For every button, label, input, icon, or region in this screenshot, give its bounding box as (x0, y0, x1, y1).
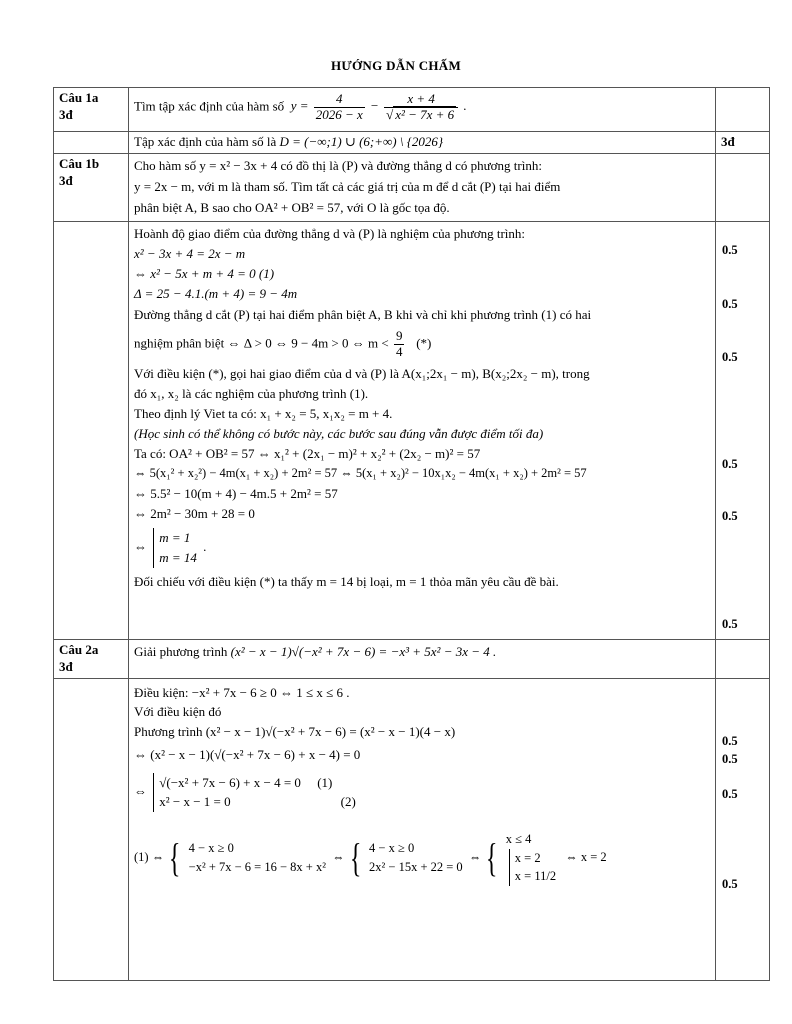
solution-line: Với điều kiện đó (134, 704, 222, 720)
solution-line: đó x₁, x₂ là các nghiệm của phương trình (1). (134, 385, 369, 401)
question-points: 3đ (59, 658, 73, 674)
system-a: 4 − x ≥ 0 −x² + 7x − 6 = 16 − 8x + x² (188, 841, 326, 874)
fraction: $\frac{9}{4}$ (395, 327, 403, 359)
table-row (54, 88, 770, 132)
question-label-cell (54, 640, 129, 679)
question-label: Câu 2a (59, 642, 99, 657)
score: 0.5 (722, 509, 738, 523)
case-bracket: √(−x² + 7x − 6) + x − 4 = 0 (1) x² − x − 1 = 0 (2) (153, 773, 356, 812)
answer-text: Tập xác định của hàm số là (134, 134, 277, 149)
solution-line: ⇔ (x² − x − 1)(√(−x² + 7x − 6) + x − 4) = 0 (134, 747, 361, 763)
solution-line: ⇔ 2m² − 30m + 28 = 0 (134, 505, 255, 521)
solution-line: ⇔ 5(x₁² + x₂²) − 4m(x₁ + x₂) + 2m² = 57 ⇔ 5(x₁ + x₂)² − 10x₁x₂ − 4m(x₁ + x₂) + 2m² = 57 (134, 466, 587, 481)
solution-line: x² − 3x + 4 = 2x − m (134, 246, 246, 262)
answer-cell (129, 132, 716, 154)
score: 0.5 (722, 350, 738, 364)
question-text-cell (129, 88, 716, 132)
solution-line: nghiệm phân biệt ⇔ Δ > 0 ⇔ 9 − 4m > 0 ⇔ m < $\frac{9}{4}$ (*) (134, 327, 432, 359)
solution-line: Theo định lý Viet ta có: x₁ + x₂ = 5, x₁x₂ = m + 4. (134, 405, 393, 421)
solution-line: Ta có: OA² + OB² = 57 ⇔ x₁² + (2x₁ − m)² + x₂² + (2x₂ − m)² = 57 (134, 446, 481, 462)
grading-table (53, 87, 770, 981)
question-line: phân biệt A, B sao cho OA² + OB² = 57, với O là gốc tọa độ. (134, 199, 450, 215)
question-text: Giải phương trình (134, 644, 228, 659)
solution-cell (129, 678, 716, 980)
question-label: Câu 1b (59, 156, 100, 171)
score: 0.5 (722, 733, 738, 748)
points-cell (716, 678, 770, 980)
table-row (54, 222, 770, 640)
system-b: 4 − x ≥ 0 2x² − 15x + 22 = 0 (369, 841, 463, 874)
solution-line: ⇔ 5.5² − 10(m + 4) − 4m.5 + 2m² = 57 (134, 485, 338, 501)
solution-line: Hoành độ giao điểm của đường thẳng d và (P) là nghiệm của phương trình: (134, 226, 526, 241)
question-text-cell (129, 640, 716, 679)
case-line: ⇔ √(−x² + 7x − 6) + x − 4 = 0 (1) x² − x − 1 = 0 (2) (134, 773, 710, 812)
score: 0.5 (722, 751, 738, 766)
question-text-cell (129, 154, 716, 222)
points-cell (716, 88, 770, 132)
solution-line: Điều kiện: −x² + 7x − 6 ≥ 0 ⇔ 1 ≤ x ≤ 6 . (134, 684, 350, 700)
page-title: HƯỚNG DẪN CHẤM (330, 58, 462, 73)
note-line: (Học sinh có thể không có bước này, các bước sau đúng vẫn được điểm tối đa) (134, 426, 544, 441)
case-line: ⇔ m = 1 m = 14 . (134, 528, 710, 568)
score: 0.5 (722, 457, 738, 471)
system-line: (1) ⇔ { 4 − x ≥ 0 −x² + 7x − 6 = 16 − 8x + x² ⇔ { 4 − x ≥ 0 2x² − 15x + 22 = 0 ⇔ { x ≤ 4 x = 2 x = 11/2 ⇔ x = 2 (134, 830, 710, 886)
table-row (54, 678, 770, 980)
question-label: Câu 1a (59, 90, 99, 105)
score: 3đ (721, 134, 735, 149)
case-bracket: m = 1 m = 14 (153, 528, 197, 568)
points-cell (716, 222, 770, 640)
points-cell (716, 132, 770, 154)
answer-formula: D = (−∞;1) ∪ (6;+∞) \ {2026} (279, 134, 444, 149)
equation: (x² − x − 1)√(−x² + 7x − 6) = −x³ + 5x² − 3x − 4 . (230, 644, 497, 659)
question-text: Tìm tập xác định của hàm số (134, 98, 285, 114)
question-points: 3đ (59, 172, 73, 188)
question-label-cell (54, 88, 129, 132)
score: 0.5 (722, 876, 738, 891)
question-points: 3đ (59, 106, 73, 122)
solution-line: ⇔ x² − 5x + m + 4 = 0 (1) (134, 266, 275, 282)
question-line: y = 2x − m, với m là tham số. Tìm tất cả các giá trị của m để d cắt (P) tại hai điểm (134, 178, 561, 194)
solution-line: Với điều kiện (*), gọi hai giao điểm của d và (P) là A(x₁;2x₁ − m), B(x₂;2x₂ − m), trong (134, 365, 590, 381)
solution-line: Đường thẳng d cắt (P) tại hai điểm phân biệt A, B khi và chỉ khi phương trình (1) có hai (134, 306, 592, 322)
case-bracket: x = 2 x = 11/2 (509, 849, 556, 887)
solution-line: Δ = 25 − 4.1.(m + 4) = 9 − 4m (134, 286, 298, 302)
score: 0.5 (722, 297, 738, 311)
score: 0.5 (722, 243, 738, 257)
table-row (54, 132, 770, 154)
table-row (54, 640, 770, 679)
solution-line: Phương trình (x² − x − 1)√(−x² + 7x − 6) = (x² − x − 1)(4 − x) (134, 723, 456, 739)
solution-line: Đối chiếu với điều kiện (*) ta thấy m = 14 bị loại, m = 1 thỏa mãn yêu cầu đề bài. (134, 574, 559, 590)
question-line: Cho hàm số y = x² − 3x + 4 có đồ thị là (P) và đường thẳng d có phương trình: (134, 158, 542, 173)
score: 0.5 (722, 617, 738, 631)
table-row (54, 154, 770, 222)
system-c: x ≤ 4 x = 2 x = 11/2 (506, 830, 559, 886)
solution-cell (129, 222, 716, 640)
function-formula: y = $\frac{4}{2026 - x}$ − $\frac{x + 4}{\text{√ x² − 7x + 6}}$ . (287, 91, 467, 122)
score: 0.5 (722, 786, 738, 801)
question-label-cell (54, 154, 129, 222)
